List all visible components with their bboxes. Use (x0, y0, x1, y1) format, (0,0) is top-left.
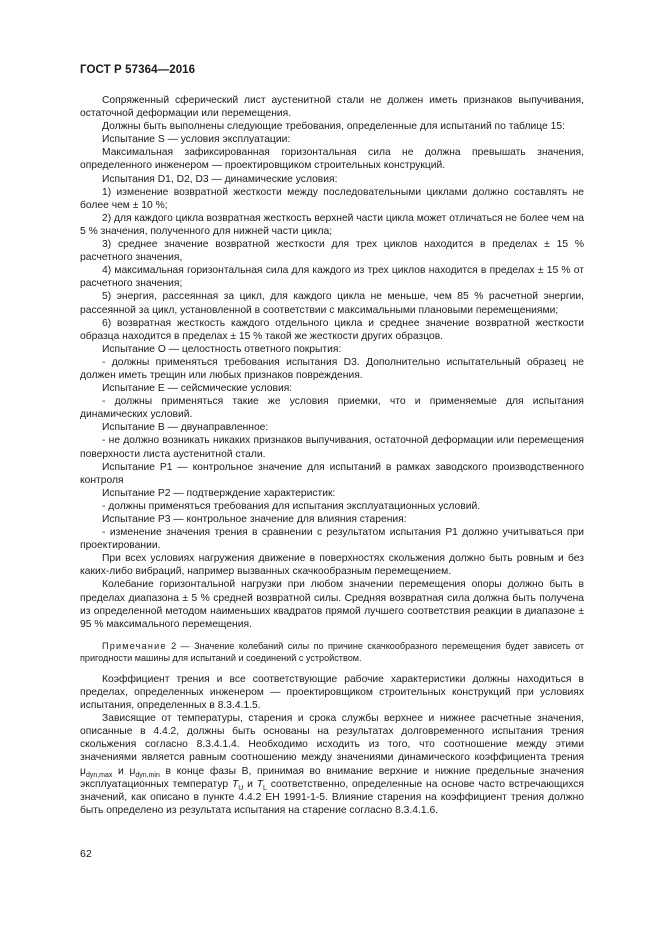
subscript-u: U (238, 784, 244, 792)
paragraph: - изменение значения трения в сравнении с результатом испытания Р1 должно учитываться при проектировании. (80, 527, 584, 552)
subscript-dyn-max: dyn,max (85, 771, 113, 779)
mu-symbol: μ (80, 765, 86, 777)
paragraph: 2) для каждого цикла возвратная жесткость верхней части цикла может отличаться не более чем на 5 % значения, полученного для нижней части цикла; (80, 212, 584, 237)
paragraph-final (80, 712, 584, 817)
paragraph: - должны применяться требования испытания D3. Дополнительно испытательный образец не должен иметь трещин или любых признаков повреждения. (80, 356, 584, 381)
paragraph: Испытания D1, D2, D3 — динамические условия: (102, 173, 338, 185)
temperature-symbol: T (231, 778, 239, 790)
text-run: Зависящие от температуры, старения и срока службы верхнее и нижнее расчетные значения, описанные в 4.4.2, должны быть основаны на результатах долговременного испытания трения скольжения согласно 8.3.4.1.4. Необходимо исходить из того, что соотношение между этими значениями является равным соотношению между значениями динамического коэффициента трения (80, 713, 584, 764)
document-header: ГОСТ Р 57364—2016 (80, 64, 196, 76)
paragraph: 4) максимальная горизонтальная сила для каждого из трех циклов находится в пределах ± 15 % от расчетного значения; (80, 265, 584, 290)
subscript-dyn-min: dyn,min (135, 771, 160, 779)
paragraph: Испытание Р1 — контрольное значение для испытаний в рамках заводского производственного контроля (80, 461, 584, 486)
paragraph: 6) возвратная жесткость каждого отдельного цикла и среднее значение возвратной жесткости образца находится в пределах ± 15 % такой же жесткости других образцов. (80, 317, 584, 342)
mu-symbol: μ (129, 765, 136, 777)
paragraph: Испытание Р2 — подтверждение характеристик: (102, 487, 336, 499)
paragraph: При всех условиях нагружения движение в поверхностях скольжения должно быть ровным и без каких-либо вибраций, например вызванных скачкообразным перемещением. (80, 553, 584, 578)
paragraph: Должны быть выполнены следующие требования, определенные для испытаний по таблице 15: (102, 121, 565, 133)
text-run: соответственно, определенные на основе часто встречающихся значений, как описано в пункте 4.4.2 ЕН 1991-1-5. Влияние старения на коэффициент трения должно быть определено из результата испытания на старение согласно 8.3.4.1.6. (80, 778, 584, 816)
paragraph: Испытание S — условия эксплуатации: (102, 134, 291, 146)
paragraph: Коэффициент трения и все соответствующие рабочие характеристики должны находиться в пределах, определенных инженером — проектировщиком строительных конструкций при условиях испытания, определенных в 8.3.4.1.5. (80, 673, 584, 712)
page-number: 62 (80, 848, 92, 860)
paragraph: Колебание горизонтальной нагрузки при любом значении перемещения опоры должно быть в пределах диапазона ± 5 % средней возвратной силы. Средняя возвратная сила должна быть получена из определенной методом наименьших квадратов прямой лучшего соответствия реакции в диапазоне ± 95 % максимального перемещения. (80, 579, 584, 630)
text-run: в конце фазы В, принимая во внимание верхние и нижние предельные значения эксплуатационных температур (80, 765, 584, 790)
note-label: Примечание (102, 640, 167, 651)
paragraph: 5) энергия, рассеянная за цикл, для каждого цикла не меньше, чем 85 % расчетной энергии, рассеянной за цикл, установленной в соответствии с максимальными плановыми перемещениями; (80, 291, 584, 316)
paragraph: Испытание В — двунаправленное: (102, 422, 269, 434)
paragraph: Испытание Р3 — контрольное значение для влияния старения: (102, 514, 407, 525)
text-run: и (112, 765, 130, 777)
paragraph: Испытание Е — сейсмические условия: (102, 383, 293, 395)
note (80, 640, 584, 664)
note-text: 2 — Значение колебаний силы по причине скачкообразного перемещения будет зависеть от пригодности машины для испытаний и соединений с устройством. (80, 640, 584, 663)
paragraph: - не должно возникать никаких признаков выпучивания, остаточной деформации или перемещения поверхности листа аустенитной стали. (80, 435, 584, 460)
subscript-l: L (263, 784, 267, 792)
paragraph: 3) среднее значение возвратной жесткости для трех циклов находится в пределах ± 15 % расчетного значения, (80, 239, 584, 264)
document-body (80, 94, 584, 817)
paragraph: Максимальная зафиксированная горизонтальная сила не должна превышать значения, определенного инженером — проектировщиком строительных конструкций. (80, 147, 584, 172)
temperature-symbol: T (256, 778, 264, 790)
paragraph: Сопряженный сферический лист аустенитной стали не должен иметь признаков выпучивания, остаточной деформации или перемещения. (80, 95, 584, 120)
paragraph: Испытание О — целостность ответного покрытия: (102, 343, 342, 355)
paragraph: - должны применяться такие же условия приемки, что и применяемые для испытания динамических условий. (80, 396, 584, 421)
paragraph: 1) изменение возвратной жесткости между последовательными циклами должно составлять не более чем ± 10 %; (80, 186, 584, 211)
paragraph: - должны применяться требования для испытания эксплуатационных условий. (102, 500, 481, 512)
text-run: и (243, 778, 257, 790)
